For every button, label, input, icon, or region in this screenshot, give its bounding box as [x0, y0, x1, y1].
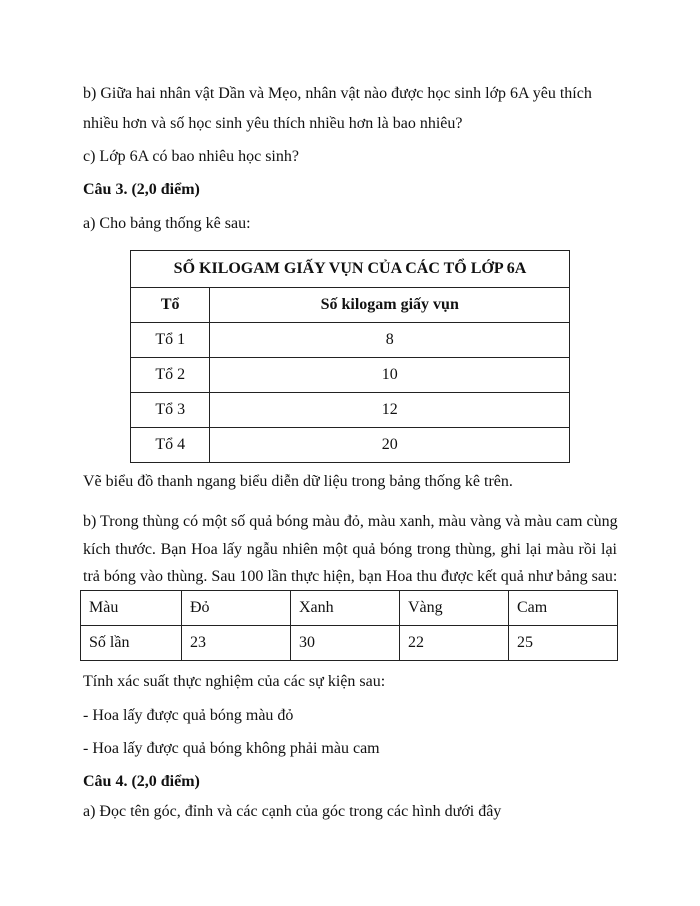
cau-4-heading: Câu 4. (2,0 điểm): [83, 773, 200, 790]
paper-weight-table: [130, 250, 570, 463]
table-cell: 30: [291, 626, 400, 661]
table-cell-weight: 8: [210, 323, 570, 358]
table-row: [131, 358, 570, 393]
table-row: [81, 591, 618, 626]
event-1: - Hoa lấy được quả bóng màu đỏ: [83, 707, 294, 724]
ball-problem-line-2: kích thước. Bạn Hoa lấy ngẫu nhiên một quả bóng trong thùng, ghi lại màu rồi lại: [83, 541, 617, 558]
table-cell-weight: 10: [210, 358, 570, 393]
table-row: [81, 626, 618, 661]
draw-chart-instruction: Vẽ biểu đồ thanh ngang biểu diễn dữ liệu trong bảng thống kê trên.: [83, 473, 513, 490]
ball-problem-line-3: trả bóng vào thùng. Sau 100 lần thực hiện, bạn Hoa thu được kết quả như bảng sau:: [83, 568, 618, 585]
event-2: - Hoa lấy được quả bóng không phải màu cam: [83, 740, 380, 757]
table-cell: Đỏ: [182, 591, 291, 626]
table-cell: Xanh: [291, 591, 400, 626]
question-b-line-1: b) Giữa hai nhân vật Dần và Mẹo, nhân vật nào được học sinh lớp 6A yêu thích: [83, 85, 592, 102]
table-cell-weight: 12: [210, 393, 570, 428]
table-row: [131, 323, 570, 358]
table-row: [131, 393, 570, 428]
cau-4-a: a) Đọc tên góc, đỉnh và các cạnh của góc trong các hình dưới đây: [83, 803, 502, 820]
table-header-group: Tổ: [131, 288, 210, 323]
question-c: c) Lớp 6A có bao nhiêu học sinh?: [83, 148, 299, 165]
table-cell-group: Tổ 4: [131, 428, 210, 463]
table-cell: 22: [400, 626, 509, 661]
question-b-line-2: nhiều hơn và số học sinh yêu thích nhiều hơn là bao nhiêu?: [83, 115, 463, 132]
table-cell-group: Tổ 3: [131, 393, 210, 428]
ball-color-table: [80, 590, 618, 661]
probability-intro: Tính xác suất thực nghiệm của các sự kiện sau:: [83, 673, 386, 690]
table-cell-group: Tổ 2: [131, 358, 210, 393]
table-cell: Vàng: [400, 591, 509, 626]
table-cell: Cam: [509, 591, 618, 626]
table-cell: Màu: [81, 591, 182, 626]
table-header-weight: Số kilogam giấy vụn: [210, 288, 570, 323]
table-cell: 25: [509, 626, 618, 661]
ball-problem-line-1: b) Trong thùng có một số quả bóng màu đỏ, màu xanh, màu vàng và màu cam cùng: [83, 513, 618, 530]
cau-3-heading: Câu 3. (2,0 điểm): [83, 181, 200, 198]
cau-3-a-intro: a) Cho bảng thống kê sau:: [83, 215, 251, 232]
table-cell-weight: 20: [210, 428, 570, 463]
table-cell-group: Tổ 1: [131, 323, 210, 358]
table-title: SỐ KILOGAM GIẤY VỤN CỦA CÁC TỔ LỚP 6A: [131, 251, 570, 288]
table-cell: Số lần: [81, 626, 182, 661]
table-cell: 23: [182, 626, 291, 661]
table-row: [131, 428, 570, 463]
